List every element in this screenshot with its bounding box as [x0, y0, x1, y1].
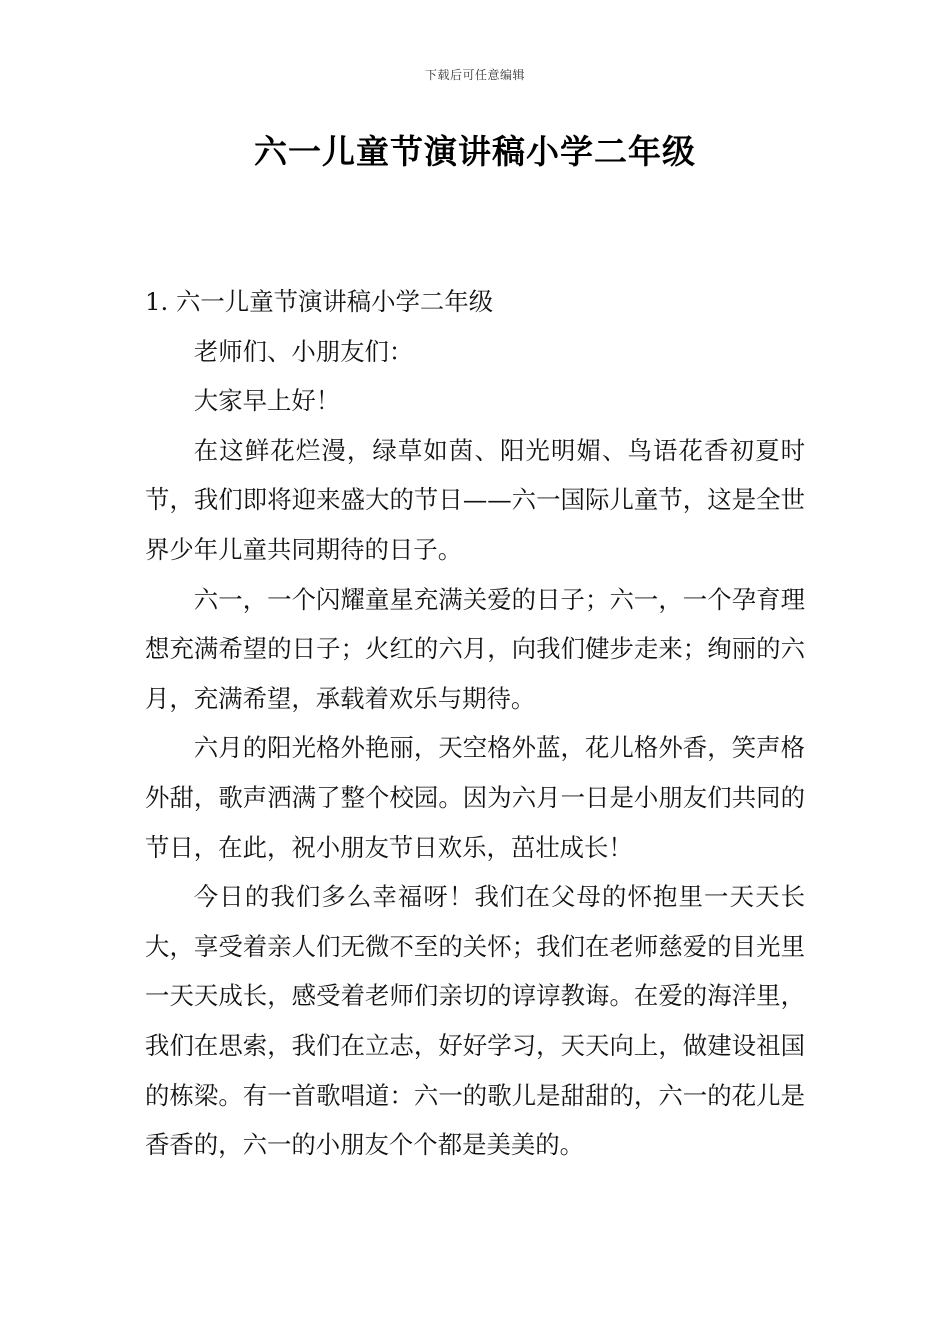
document-title: 六一儿童节演讲稿小学二年级 [254, 132, 696, 171]
header-note: 下载后可任意编辑 [424, 68, 525, 82]
paragraph-june-sunshine: 六月的阳光格外艳丽，天空格外蓝，花儿格外香，笑声格外甜，歌声洒满了整个校园。因为六月一日是小朋友们共同的节日，在此，祝小朋友节日欢乐，茁壮成长！ [145, 733, 805, 862]
document-body [145, 277, 805, 1170]
paragraph-season: 在这鲜花烂漫，绿草如茵、阳光明媚、鸟语花香初夏时节，我们即将迎来盛大的节日——六一国际儿童节，这是全世界少年儿童共同期待的日子。 [145, 435, 805, 564]
paragraph-happiness: 今日的我们多么幸福呀！我们在父母的怀抱里一天天长大，享受着亲人们无微不至的关怀；我们在老师慈爱的目光里一天天成长，感受着老师们亲切的谆谆教诲。在爱的海洋里，我们在思索，我们在立志，好好学习，天天向上，做建设祖国的栋梁。有一首歌唱道：六一的歌儿是甜甜的，六一的花儿是香香的，六一的小朋友个个都是美美的。 [145, 882, 805, 1160]
paragraph-greeting: 老师们、小朋友们： [193, 336, 414, 366]
section-heading: 1. 六一儿童节演讲稿小学二年级 [145, 287, 494, 316]
paragraph-june-first: 六一，一个闪耀童星充满关爱的日子；六一，一个孕育理想充满希望的日子；火红的六月，向我们健步走来；绚丽的六月，充满希望，承载着欢乐与期待。 [145, 584, 805, 713]
paragraph-good-morning: 大家早上好！ [193, 386, 341, 416]
